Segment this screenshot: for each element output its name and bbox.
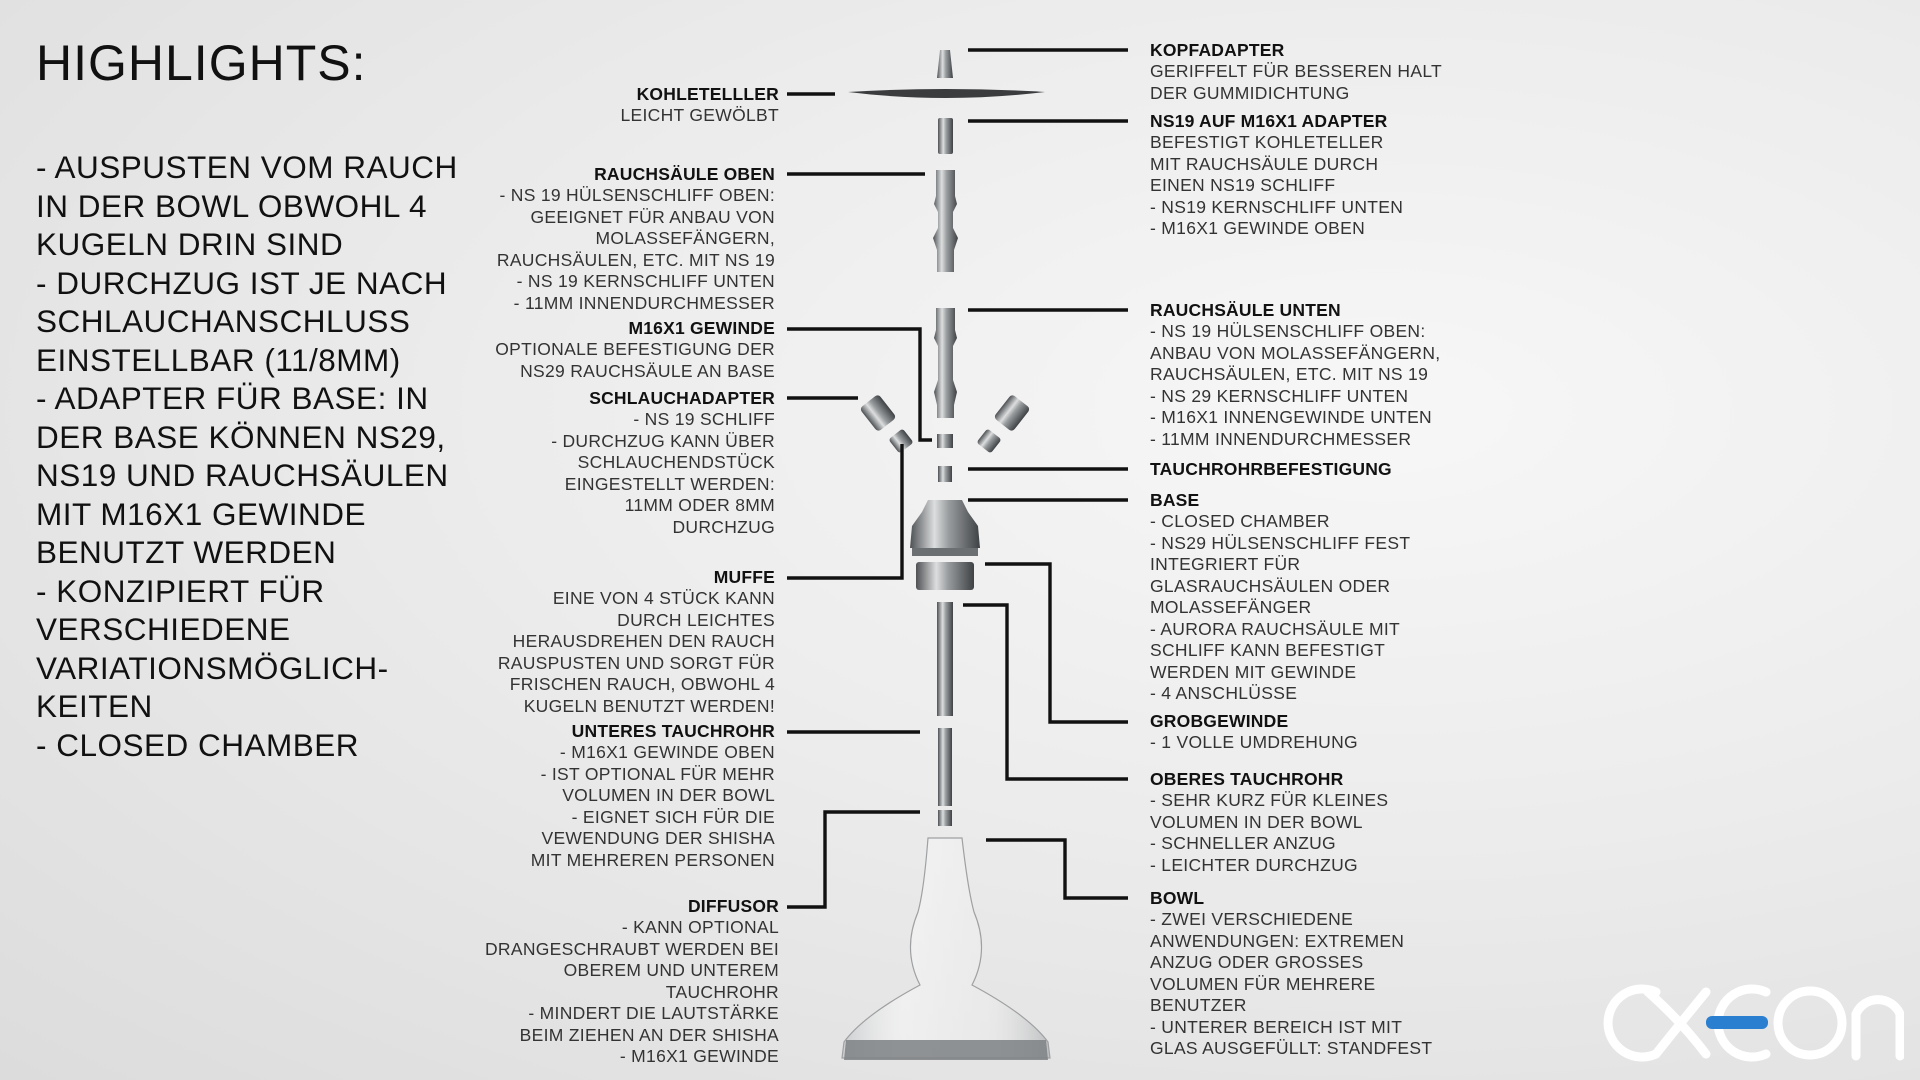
leader-oberes-tauchrohr [963,605,1128,779]
label-line: EINE VON 4 STÜCK KANN [552,588,775,608]
label-line: - EIGNET SICH FÜR DIE [571,806,775,827]
label-title: M16X1 GEWINDE [628,318,775,338]
label-line: - NS 19 HÜLSENSCHLIFF OBEN: [1150,321,1426,341]
label-title: DIFFUSOR [687,896,779,916]
label-line: LEICHT GEWÖLBT [620,105,779,125]
oxeon-logo-icon [1588,980,1904,1066]
label-ns19-adapter [1150,111,1403,240]
oberes-tauchrohr-part [937,602,953,716]
label-title: BOWL [1150,888,1205,908]
label-title: TAUCHROHRBEFESTIGUNG [1150,459,1392,479]
label-line: - NS29 HÜLSENSCHLIFF FEST [1150,532,1411,553]
kohleteller-part [848,89,1045,98]
label-line: ANBAU VON MOLASSEFÄNGERN, [1150,342,1441,363]
leader-lines [787,50,1128,907]
label-line: - M16X1 INNENGEWINDE UNTEN [1150,407,1432,427]
label-line: - KANN OPTIONAL [621,917,779,937]
label-line: FRISCHEN RAUCH, OBWOHL 4 [509,674,775,694]
highlight-item: - CLOSED CHAMBER [36,726,360,763]
label-title: SCHLAUCHADAPTER [589,388,775,408]
label-line: - 11MM INNENDURCHMESSER [1150,428,1412,449]
ns19-adapter-part [938,118,953,154]
label-grobgewinde [1150,711,1358,754]
label-kopfadapter [1150,40,1442,104]
label-rauchsaeule-oben [497,164,775,314]
highlight-item: - DURCHZUG IST JE NACH SCHLAUCHANSCHLUSS EINSTELLBAR (11/8MM) [36,264,448,378]
label-diffusor [485,896,779,1068]
label-oberes-tauchrohr [1150,769,1388,876]
highlights-title: HIGHLIGHTS: [36,35,367,91]
rauchsaeule-oben-part [933,170,958,272]
label-line: - M16X1 GEWINDE OBEN [559,742,775,762]
label-line: SCHLIFF KANN BEFESTIGT [1150,640,1386,660]
label-line: - LEICHTER DURCHZUG [1150,854,1358,875]
label-line: TAUCHROHR [665,981,779,1002]
label-line: RAUCHSÄULEN, ETC. MIT NS 19 [1150,364,1429,384]
label-line: - SEHR KURZ FÜR KLEINES [1150,790,1389,810]
label-line: NS29 RAUCHSÄULE AN BASE [520,360,775,381]
label-line: DURCHZUG [672,516,775,537]
label-muffe [498,567,775,717]
m16x1-thread-part [937,434,953,448]
label-rauchsaeule-unten [1150,300,1440,450]
label-line: RAUCHSÄULEN, ETC. MIT NS 19 [496,249,775,270]
label-line: OPTIONALE BEFESTIGUNG DER [495,339,775,359]
label-m16x1-gewinde [495,318,775,382]
leader-bowl [986,840,1128,898]
label-line: - M16X1 GEWINDE OBEN [1150,218,1366,238]
bowl-part [842,838,1050,1058]
label-title: KOPFADAPTER [1150,40,1285,60]
label-line: - CLOSED CHAMBER [1150,511,1330,531]
highlight-item: - AUSPUSTEN VOM RAUCH IN DER BOWL OBWOHL 4 KUGELN DRIN SIND [36,149,458,262]
grobgewinde-part [916,562,974,590]
label-line: - 11MM INNENDURCHMESSER [513,292,775,313]
label-line: - NS19 KERNSCHLIFF UNTEN [1150,196,1404,217]
diffusor-part [938,810,952,826]
highlight-item: - KONZIPIERT FÜR VERSCHIEDENE VARIATIONSMÖGLICH-KEITEN [36,572,389,724]
label-line: - NS 29 KERNSCHLIFF UNTEN [1150,385,1409,406]
label-title: UNTERES TAUCHROHR [571,721,775,741]
label-bowl [1150,888,1432,1060]
label-title: KOHLETELLLER [636,84,779,104]
label-line: - 1 VOLLE UMDREHUNG [1150,732,1358,752]
label-line: GLASRAUCHSÄULEN ODER [1150,575,1391,596]
label-line: ANZUG ODER GROSSES [1150,952,1364,972]
label-line: SCHLAUCHENDSTÜCK [577,452,775,472]
kopfadapter-part [937,50,953,78]
label-line: - MINDERT DIE LAUTSTÄRKE [528,1003,779,1023]
label-line: VOLUMEN FÜR MEHRERE [1150,973,1376,994]
label-line: GEEIGNET FÜR ANBAU VON [530,206,775,227]
label-line: - AURORA RAUCHSÄULE MIT [1150,618,1400,639]
base-part [910,500,980,548]
label-line: - NS 19 KERNSCHLIFF UNTEN [516,271,775,291]
schlauchadapter-left-part [859,394,913,454]
label-unteres-tauchrohr [531,721,775,871]
label-kohleteller [621,84,780,127]
label-line: - UNTERER BEREICH IST MIT [1150,1016,1403,1037]
leader-m16x1 [787,329,932,440]
label-line: ANWENDUNGEN: EXTREMEN [1150,930,1405,951]
label-title: RAUCHSÄULE UNTEN [1150,300,1341,320]
label-line: RAUSPUSTEN UND SORGT FÜR [497,652,775,673]
label-tauchrohrbefestigung [1150,459,1392,480]
label-title: MUFFE [713,567,775,587]
label-line: 11MM ODER 8MM [624,495,775,515]
label-title: BASE [1150,490,1200,510]
label-title: OBERES TAUCHROHR [1150,769,1344,789]
highlight-item: - ADAPTER FÜR BASE: IN DER BASE KÖNNEN NS29, NS19 UND RAUCHSÄULEN MIT M16X1 GEWINDE BENUTZT WERDEN [36,380,449,570]
label-line: DRANGESCHRAUBT WERDEN BEI [484,938,779,959]
label-line: - IST OPTIONAL FÜR MEHR [540,763,775,784]
label-line: HERAUSDREHEN DEN RAUCH [512,631,775,651]
label-schlauchadapter [551,388,775,538]
label-line: VEWENDUNG DER SHISHA [541,828,775,848]
label-line: EINEN NS19 SCHLIFF [1150,175,1336,195]
label-line: - ZWEI VERSCHIEDENE [1150,909,1354,929]
schlauchadapter-right-part [976,394,1030,454]
label-line: VOLUMEN IN DER BOWL [1150,811,1363,832]
label-line: GERIFFELT FÜR BESSEREN HALT [1150,61,1443,81]
label-line: - SCHNELLER ANZUG [1150,833,1336,853]
label-line: DER GUMMIDICHTUNG [1150,82,1350,103]
label-line: MIT MEHREREN PERSONEN [530,849,775,870]
label-line: - DURCHZUG KANN ÜBER [551,430,775,451]
label-line: - 4 ANSCHLÜSSE [1150,683,1298,703]
label-title: RAUCHSÄULE OBEN [594,164,775,184]
label-line: MOLASSEFÄNGERN, [595,228,775,248]
label-line: BENUTZER [1150,995,1247,1015]
unteres-tauchrohr-part [938,728,952,806]
label-line: - NS 19 SCHLIFF [633,409,775,429]
label-line: DURCH LEICHTES [617,609,775,630]
label-line: - NS 19 HÜLSENSCHLIFF OBEN: [499,185,775,205]
tauchrohrbefestigung-part [938,466,952,482]
label-title: NS19 AUF M16X1 ADAPTER [1150,111,1388,131]
label-line: MIT RAUCHSÄULE DURCH [1150,153,1379,174]
label-line: - M16X1 GEWINDE [619,1046,779,1066]
label-line: GLAS AUSGEFÜLLT: STANDFEST [1150,1038,1433,1058]
label-line: OBEREM UND UNTEREM [563,960,779,980]
leader-muffe [787,444,902,578]
label-line: BEIM ZIEHEN AN DER SHISHA [519,1024,779,1045]
shisha-parts [842,50,1050,1060]
label-line: VOLUMEN IN DER BOWL [562,785,775,805]
leader-diffusor [787,812,920,907]
label-line: MOLASSEFÄNGER [1150,597,1312,617]
label-title: GROBGEWINDE [1150,711,1289,731]
rauchsaeule-unten-part [934,308,957,418]
label-line: WERDEN MIT GEWINDE [1150,661,1357,682]
label-line: KUGELN BENUTZT WERDEN! [523,695,775,716]
label-base [1150,490,1410,705]
label-line: BEFESTIGT KOHLETELLER [1150,132,1384,152]
label-line: EINGESTELLT WERDEN: [564,473,775,494]
label-line: INTEGRIERT FÜR [1150,554,1301,574]
